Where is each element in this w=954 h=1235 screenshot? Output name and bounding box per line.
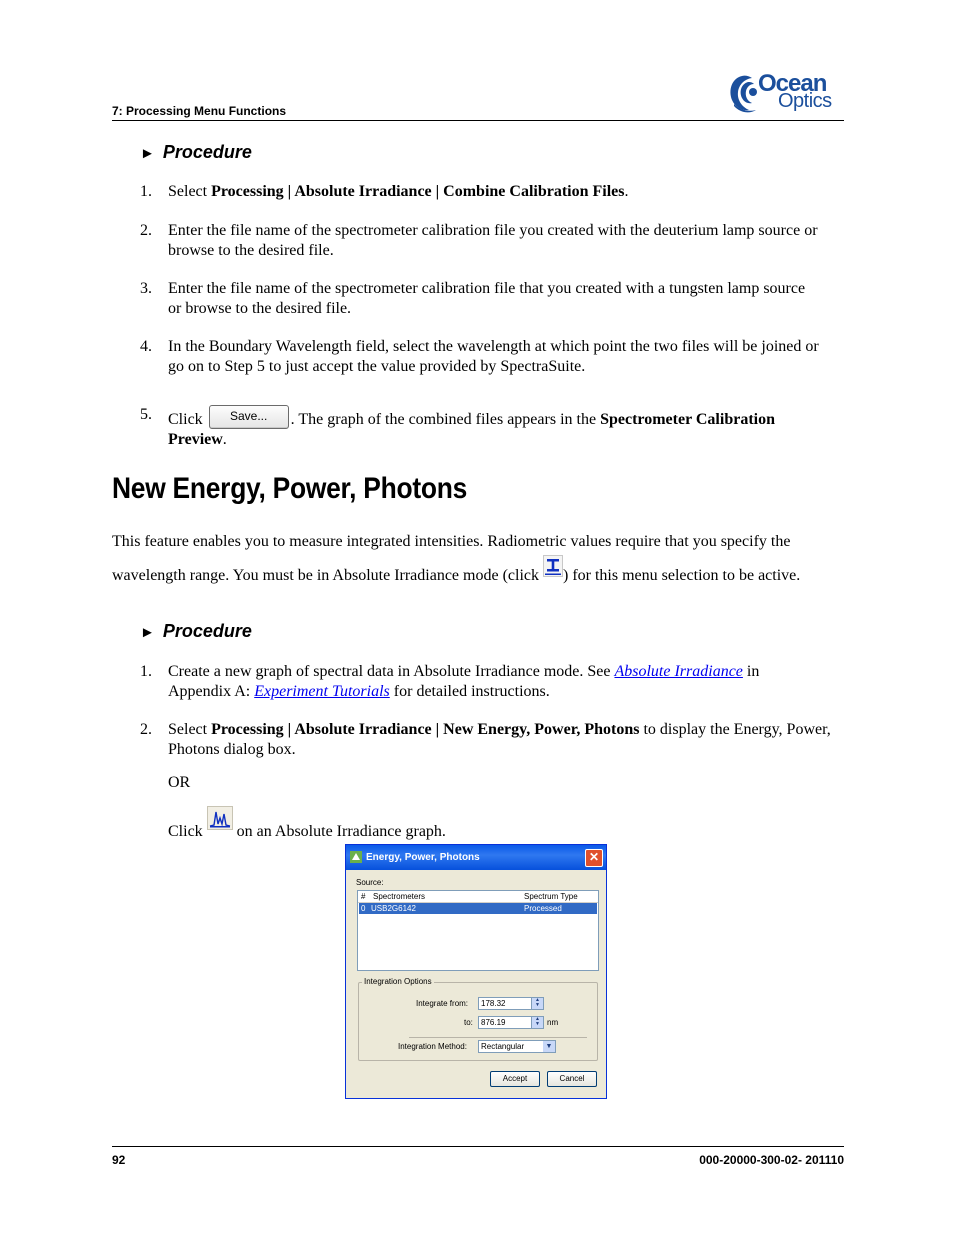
list-item[interactable]: 0 USB2G6142 Processed (359, 903, 597, 914)
logo-text-optics: Optics (778, 90, 832, 112)
intro-paragraph: This feature enables you to measure integrated intensities. Radiometric values require that you specify the wavelength range. You must be in Absolute Irradiance mode (click ) for this menu selection to be active. (112, 533, 801, 584)
energy-power-photons-icon (207, 806, 233, 830)
experiment-tutorials-link[interactable]: Experiment Tutorials (254, 683, 390, 700)
spinner-icon[interactable]: ▲ ▼ (531, 1017, 543, 1028)
logo-text-ocean: Ocean (758, 70, 827, 97)
procedure1-step-3: 3. Enter the file name of the spectrometer calibration file that you created with a tungsten lamp source or browse to the desired file. (140, 280, 806, 317)
app-icon (349, 850, 363, 864)
integrate-from-input[interactable]: 178.32 ▲ ▼ (478, 997, 544, 1010)
spinner-icon[interactable]: ▲ ▼ (531, 998, 543, 1009)
close-icon[interactable]: ✕ (585, 849, 603, 867)
triangle-bullet-icon: ► (140, 145, 155, 162)
integration-method-select[interactable]: Rectangular ▼ (478, 1040, 556, 1053)
triangle-bullet-icon: ► (140, 624, 155, 641)
energy-power-photons-dialog (345, 844, 607, 1099)
ocean-optics-logo (728, 70, 844, 116)
cancel-button[interactable]: Cancel (547, 1071, 597, 1087)
procedure-heading: ► Procedure (140, 142, 252, 162)
procedure1-step-4: 4. In the Boundary Wavelength field, select the wavelength at which point the two files will be joined or go on to Step 5 to just accept the value provided by SpectraSuite. (140, 338, 819, 375)
footer-rule (112, 1146, 844, 1147)
integration-method-label: Integration Method: (398, 1042, 467, 1051)
list-header: # Spectrometers Spectrum Type (358, 891, 598, 903)
dialog-title-bar: Energy, Power, Photons ✕ (346, 845, 606, 870)
integrate-from-label: Integrate from: (416, 999, 469, 1008)
spectrometer-list[interactable] (357, 890, 599, 971)
source-label: Source: (356, 878, 384, 887)
absolute-irradiance-link[interactable]: Absolute Irradiance (614, 663, 743, 680)
procedure2-step-2: 2. Select Processing | Absolute Irradiance | New Energy, Power, Photons to display the Energy, Power, Photons dialog box. (140, 721, 831, 758)
to-label: to: (464, 1018, 473, 1027)
procedure2-click: Click on an Absolute Irradiance graph. (140, 806, 820, 850)
procedure2-or: OR (168, 774, 191, 791)
integration-options-group (358, 982, 598, 1061)
section-title: New Energy, Power, Photons (112, 472, 467, 505)
procedure1-step-2: 2. Enter the file name of the spectrometer calibration file you created with the deuterium lamp source or browse to the desired file. (140, 222, 818, 259)
procedure1-step-1: 1. Select Processing | Absolute Irradiance | Combine Calibration Files. (140, 183, 629, 200)
divider (409, 1037, 587, 1038)
chevron-down-icon[interactable]: ▼ (543, 1041, 555, 1052)
unit-label: nm (547, 1018, 559, 1027)
integration-options-label: Integration Options (364, 977, 432, 986)
header-section-label: 7: Processing Menu Functions (112, 104, 287, 118)
integrate-to-input[interactable]: 876.19 ▲ ▼ (478, 1016, 544, 1029)
save-button-image: Save... (209, 405, 289, 429)
absolute-irradiance-mode-icon (543, 555, 563, 577)
procedure-heading-2: ► Procedure (140, 621, 252, 641)
procedure1-step-5: 5. Click Save... . The graph of the combined files appears in the Spectrometer Calibration Preview. (140, 406, 775, 448)
header-rule (112, 120, 844, 121)
accept-button[interactable]: Accept (490, 1071, 540, 1087)
page-number: 92 (112, 1153, 126, 1167)
document-number: 000-20000-300-02- 201110 (699, 1153, 844, 1167)
procedure2-step-1: 1. Create a new graph of spectral data in Absolute Irradiance mode. See Absolute Irradiance in Appendix A: Experiment Tutorials for detailed instructions. (140, 663, 760, 700)
